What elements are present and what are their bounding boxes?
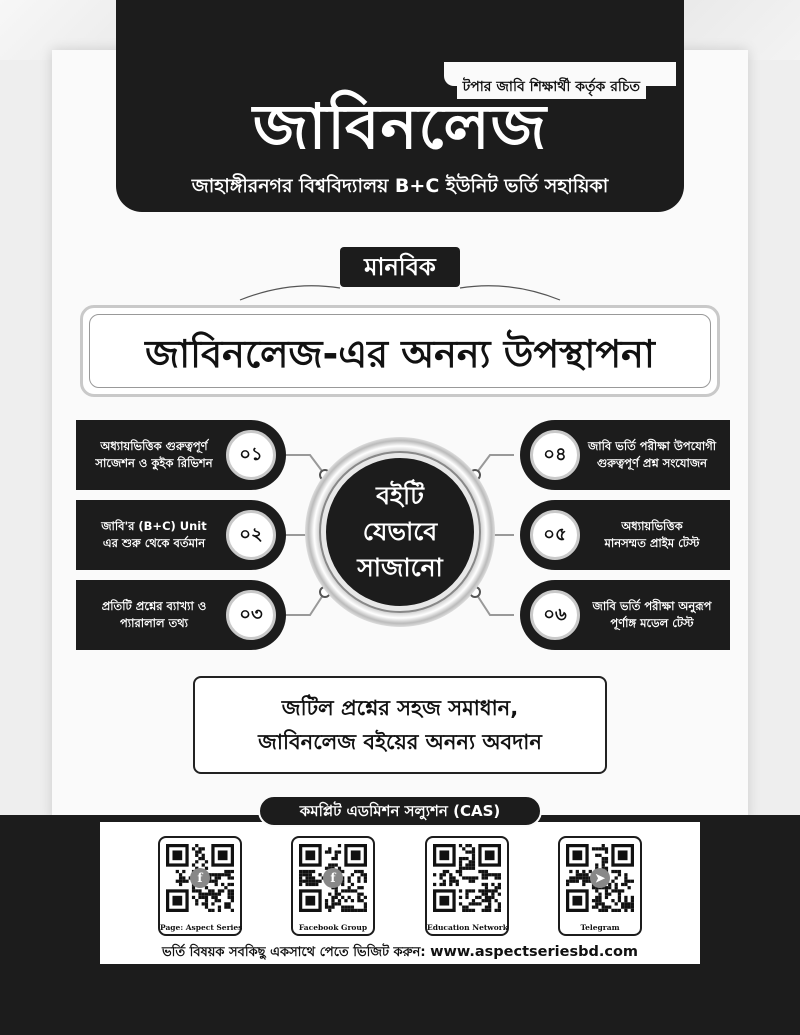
qr-card-group[interactable] xyxy=(291,836,375,936)
feature-number: ০৬ xyxy=(530,590,580,640)
qr-card-network[interactable] xyxy=(425,836,509,936)
feature-05 xyxy=(520,500,730,570)
feature-text: জাবি'র (B+C) Unit এর শুরু থেকে বর্তমান xyxy=(101,519,207,550)
center-circle xyxy=(321,453,479,611)
subtitle: জাহাঙ্গীরনগর বিশ্ববিদ্যালয় B+C ইউনিট ভর্তি সহায়িকা xyxy=(191,175,609,197)
center-line-2: যেভাবে xyxy=(362,517,438,546)
cas-badge: কমপ্লিট এডমিশন সল্যুশন (CAS) xyxy=(258,795,542,827)
feature-01 xyxy=(76,420,286,490)
feature-number: ০৩ xyxy=(226,590,276,640)
facebook-icon: f xyxy=(323,868,343,888)
qr-code xyxy=(433,844,501,912)
center-line-1: বইটি xyxy=(376,481,424,510)
quote-box xyxy=(193,676,607,774)
feature-02 xyxy=(76,500,286,570)
headline: জাবিনলেজ-এর অনন্য উপস্থাপনা xyxy=(145,332,655,376)
visit-line xyxy=(100,943,700,964)
qr-label: Facebook Group xyxy=(298,923,368,932)
telegram-icon: ➤ xyxy=(590,868,610,888)
category-badge: মানবিক xyxy=(340,247,460,287)
visit-text: ভর্তি বিষয়ক সবকিছু একসাথে পেতে ভিজিট করুন: xyxy=(161,945,426,960)
qr-label: Education Network xyxy=(427,923,508,932)
feature-text: জাবি ভর্তি পরীক্ষা অনুরূপ পূর্ণাঙ্গ মডেল টেস্ট xyxy=(592,599,712,630)
brand-title: জাবিনলেজ xyxy=(252,90,548,163)
feature-number: ০২ xyxy=(226,510,276,560)
feature-number: ০১ xyxy=(226,430,276,480)
qr-label: Page: Aspect Series xyxy=(160,923,243,932)
feature-text: অধ্যায়ভিত্তিক গুরুত্বপূর্ণ সাজেশন ও কুইক রিভিশন xyxy=(95,439,213,470)
feature-text: অধ্যায়ভিত্তিক মানসম্মত প্রাইম টেস্ট xyxy=(604,519,700,550)
feature-text: প্রতিটি প্রশ্নের ব্যাখ্যা ও প্যারালাল তথ্য xyxy=(101,599,207,630)
feature-03 xyxy=(76,580,286,650)
feature-text: জাবি ভর্তি পরীক্ষা উপযোগী গুরুত্বপূর্ণ প্রশ্ন সংযোজন xyxy=(587,439,717,470)
qr-label: Telegram xyxy=(580,923,620,932)
website-link[interactable]: www.aspectseriesbd.com xyxy=(430,944,639,960)
quote-line-2: জাবিনলেজ বইয়ের অনন্য অবদান xyxy=(258,730,542,754)
quote-line-1: জটিল প্রশ্নের সহজ সমাধান, xyxy=(281,696,519,720)
tagline: টপার জাবি শিক্ষার্থী কর্তৃক রচিত xyxy=(457,75,646,99)
feature-04 xyxy=(520,420,730,490)
qr-card-page[interactable] xyxy=(158,836,242,936)
center-line-3: সাজানো xyxy=(357,553,443,582)
feature-06 xyxy=(520,580,730,650)
feature-number: ০৫ xyxy=(530,510,580,560)
feature-number: ০৪ xyxy=(530,430,580,480)
facebook-icon: f xyxy=(190,868,210,888)
qr-card-telegram[interactable] xyxy=(558,836,642,936)
